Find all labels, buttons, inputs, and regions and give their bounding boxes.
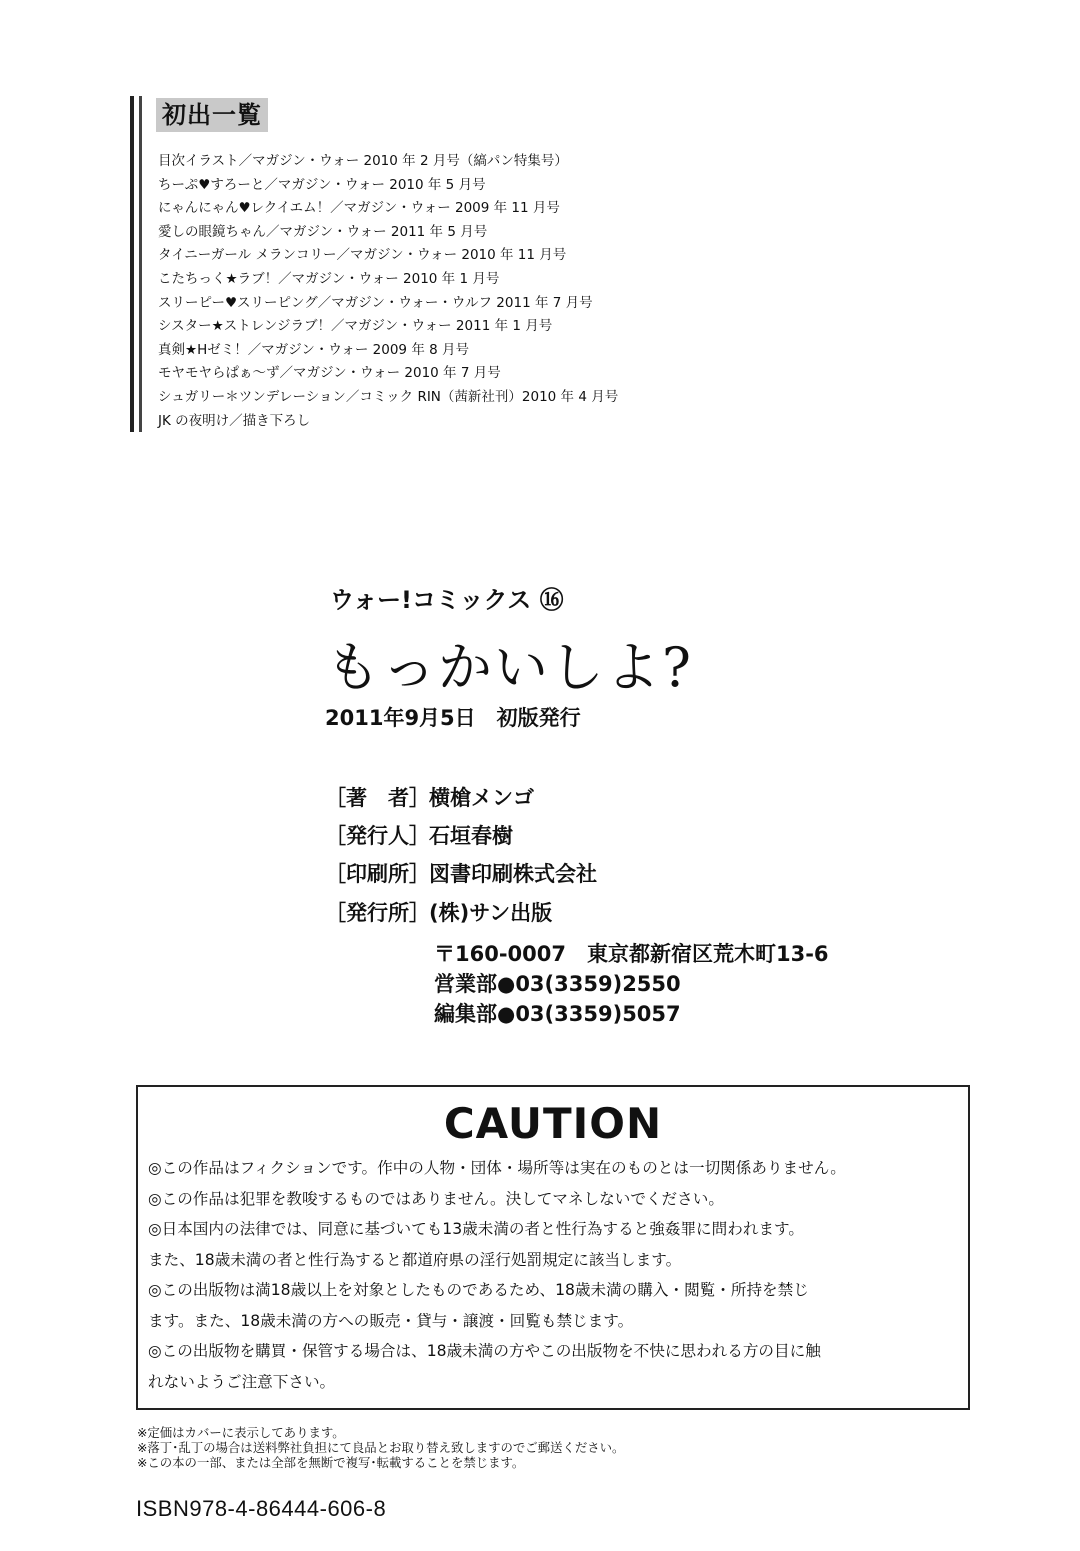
printer-label: ［印刷所］ xyxy=(325,862,430,886)
caution-box xyxy=(136,1085,970,1410)
first-appearance-list xyxy=(126,94,726,434)
list-item: モヤモヤらぱぁ～ず／マガジン・ウォー 2010 年 7 月号 xyxy=(158,365,501,382)
decorative-bar xyxy=(130,96,134,432)
publisher-row xyxy=(325,895,552,931)
series-name: ウォー!コミックス ⑯ xyxy=(330,586,564,614)
list-item: にゃんにゃん♥レクイエム！／マガジン・ウォー 2009 年 11 月号 xyxy=(158,200,560,217)
note-line: ※落丁･乱丁の場合は送料弊社負担にて良品とお取り替え致しますのでご郵送ください。 xyxy=(137,1440,625,1455)
publication-date: 2011年9月5日 初版発行 xyxy=(325,706,581,730)
isbn: ISBN978-4-86444-606-8 xyxy=(136,1496,387,1521)
publisher-value: (株)サン出版 xyxy=(429,901,553,925)
note-line: ※定価はカバーに表示してあります。 xyxy=(137,1425,345,1440)
caution-line: ます。また、18歳未満の方への販売・貸与・譲渡・回覧も禁じます。 xyxy=(148,1311,634,1330)
author-label: ［著 者］ xyxy=(325,786,430,810)
author-value: 横槍メンゴ xyxy=(429,786,534,810)
sales-phone: 営業部●03(3359)2550 xyxy=(434,972,681,996)
publisher-person-row xyxy=(325,818,513,854)
list-item: スリーピー♥スリーピング／マガジン・ウォー・ウルフ 2011 年 7 月号 xyxy=(158,294,593,311)
list-item: 愛しの眼鏡ちゃん／マガジン・ウォー 2011 年 5 月号 xyxy=(158,223,488,240)
publisher-person-value: 石垣春樹 xyxy=(429,824,513,848)
list-item: JK の夜明け／描き下ろし xyxy=(158,412,311,429)
first-appearance-heading: 初出一覧 xyxy=(156,98,268,132)
notes xyxy=(137,1425,624,1470)
list-item: 目次イラスト／マガジン・ウォー 2010 年 2 月号（縞パン特集号） xyxy=(158,153,568,169)
list-item: こたちっく★ラブ！／マガジン・ウォー 2010 年 1 月号 xyxy=(158,270,500,287)
list-item: シスター★ストレンジラブ！／マガジン・ウォー 2011 年 1 月号 xyxy=(158,318,553,335)
list-item: シュガリー＊ツンデレーション／コミック RIN（茜新社刊）2010 年 4 月号 xyxy=(158,388,619,405)
caution-line: また、18歳未満の者と性行為すると都道府県の淫行処罰規定に該当します。 xyxy=(148,1250,682,1269)
caution-line: れないようご注意下さい。 xyxy=(148,1372,336,1391)
caution-line: ◎この作品はフィクションです。作中の人物・団体・場所等は実在のものとは一切関係ありません。 xyxy=(148,1159,846,1177)
author-row xyxy=(325,780,534,816)
editorial-phone: 編集部●03(3359)5057 xyxy=(434,1002,681,1026)
list-item: タイニーガール メランコリー／マガジン・ウォー 2010 年 11 月号 xyxy=(158,247,567,264)
decorative-bar xyxy=(139,96,142,432)
note-line: ※この本の一部、または全部を無断で複写･転載することを禁じます。 xyxy=(137,1455,525,1470)
caution-line: ◎この出版物を購買・保管する場合は、18歳未満の方やこの出版物を不快に思われる方の目に触 xyxy=(148,1342,821,1360)
caution-line: ◎この作品は犯罪を教唆するものではありません。決してマネしないでください。 xyxy=(148,1189,724,1208)
caution-line: ◎日本国内の法律では、同意に基づいても13歳未満の者と性行為すると強姦罪に問われます。 xyxy=(148,1220,804,1238)
printer-value: 図書印刷株式会社 xyxy=(429,862,597,886)
book-title: もっかいしよ? xyxy=(326,636,693,699)
list-item: ちーぷ♥すろーと／マガジン・ウォー 2010 年 5 月号 xyxy=(158,176,486,193)
publisher-person-label: ［発行人］ xyxy=(325,824,430,848)
publisher-address: 〒160-0007 東京都新宿区荒木町13-6 xyxy=(434,942,829,966)
first-appearance-items xyxy=(158,150,618,433)
publisher-label: ［発行所］ xyxy=(325,901,430,925)
caution-line: ◎この出版物は満18歳以上を対象としたものであるため、18歳未満の購入・閲覧・所持を禁じ xyxy=(148,1281,809,1299)
list-item: 真剣★Hゼミ！／マガジン・ウォー 2009 年 8 月号 xyxy=(158,341,469,358)
caution-lines xyxy=(148,1153,846,1397)
printer-row xyxy=(325,856,597,892)
caution-title: CAUTION xyxy=(443,1099,663,1148)
